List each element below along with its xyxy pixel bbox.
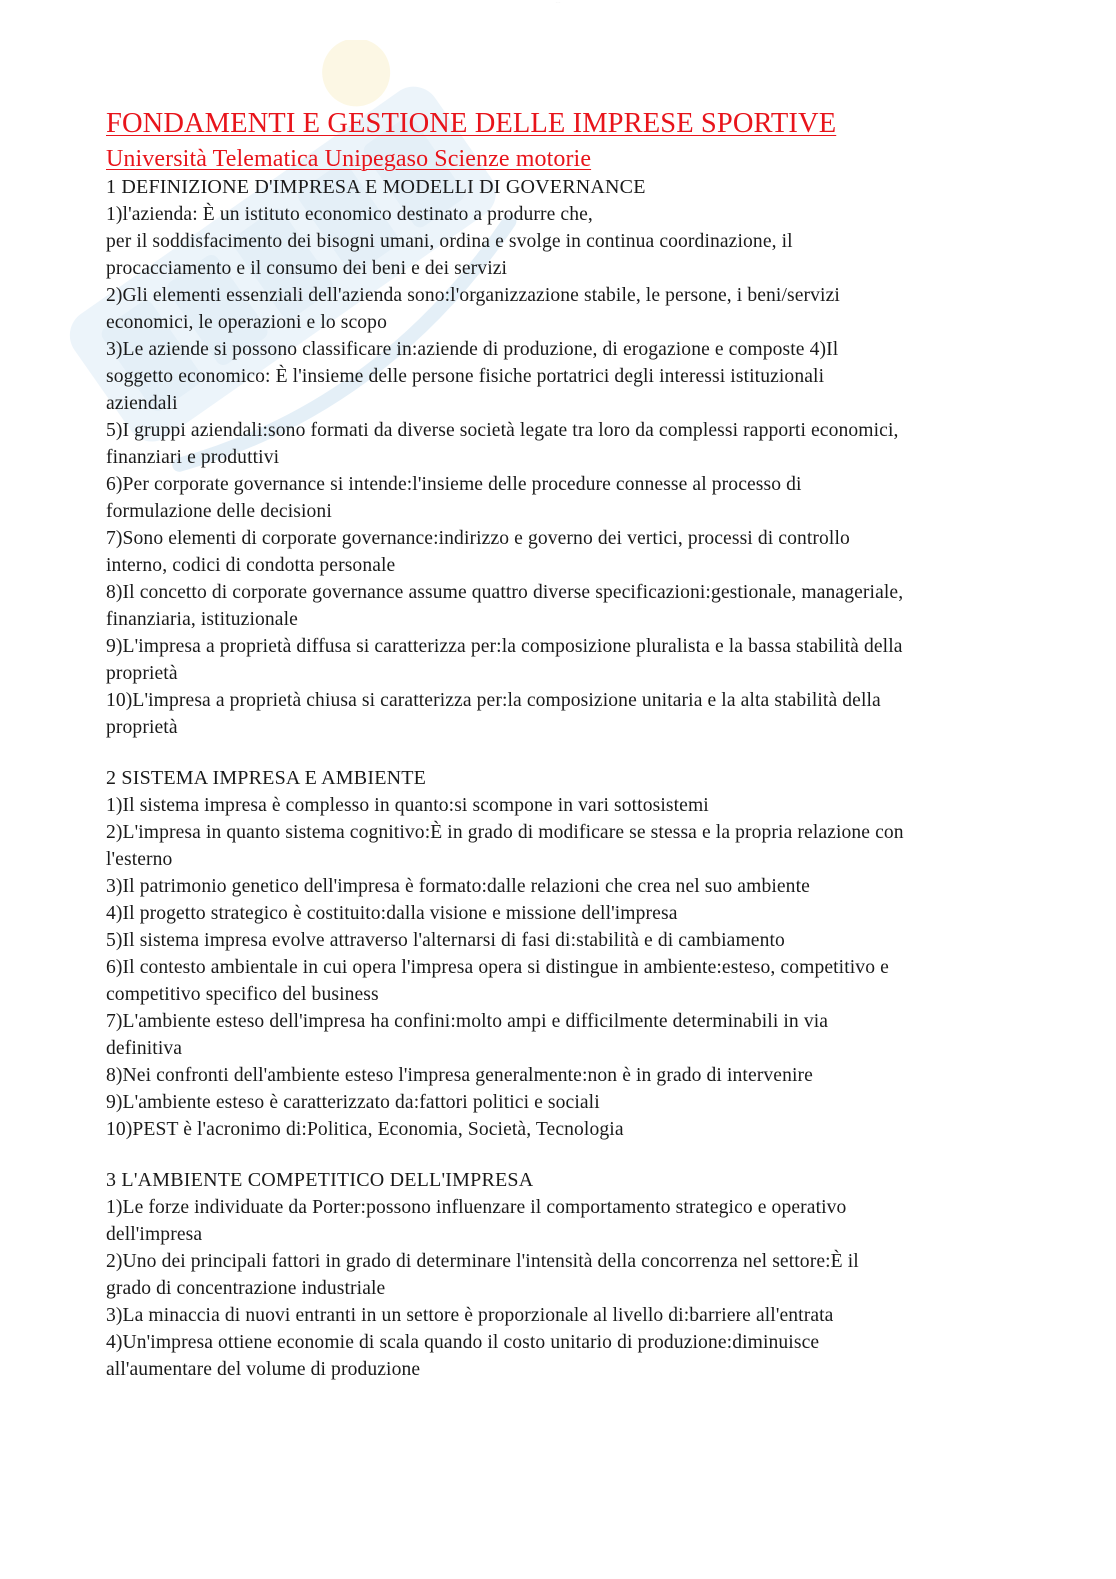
text-line: proprietà	[106, 717, 178, 738]
text-line: competitivo specifico del business	[106, 984, 379, 1005]
text-line: interno, codici di condotta personale	[106, 555, 396, 576]
text-line: 6)Il contesto ambientale in cui opera l'impresa opera si distingue in ambiente:esteso, competitivo e	[106, 957, 889, 978]
page-header-mark: · · ·	[555, 0, 561, 4]
text-line: 3)Le aziende si possono classificare in:aziende di produzione, di erogazione e composte 4)Il	[106, 339, 839, 360]
text-line: per il soddisfacimento dei bisogni umani, ordina e svolge in continua coordinazione, il	[106, 231, 793, 252]
text-line: 1)Il sistema impresa è complesso in quanto:si scompone in vari sottosistemi	[106, 795, 709, 816]
text-line: 2)Gli elementi essenziali dell'azienda sono:l'organizzazione stabile, le persone, i beni/servizi	[106, 285, 840, 306]
section-heading: 3 L'AMBIENTE COMPETITICO DELL'IMPRESA	[106, 1169, 534, 1191]
section-text	[106, 792, 1016, 1143]
section-heading: 2 SISTEMA IMPRESA E AMBIENTE	[106, 767, 427, 789]
text-line: all'aumentare del volume di produzione	[106, 1359, 421, 1380]
section-heading: 1 DEFINIZIONE D'IMPRESA E MODELLI DI GOVERNANCE	[106, 176, 646, 198]
text-line: aziendali	[106, 393, 178, 414]
text-line: soggetto economico: È l'insieme delle persone fisiche portatrici degli interessi istituzionali	[106, 366, 825, 387]
text-line: economici, le operazioni e lo scopo	[106, 312, 387, 333]
text-line: 3)La minaccia di nuovi entranti in un settore è proporzionale al livello di:barriere all'entrata	[106, 1305, 834, 1326]
text-line: 4)Un'impresa ottiene economie di scala quando il costo unitario di produzione:diminuisce	[106, 1332, 820, 1353]
text-line: procacciamento e il consumo dei beni e dei servizi	[106, 258, 508, 279]
text-line: 4)Il progetto strategico è costituito:dalla visione e missione dell'impresa	[106, 903, 678, 924]
section	[106, 1167, 1016, 1383]
text-line: 10)L'impresa a proprietà chiusa si caratterizza per:la composizione unitaria e la alta stabilità della	[106, 690, 881, 711]
document-subtitle: Università Telematica Unipegaso Scienze motorie	[106, 146, 592, 172]
text-line: 9)L'impresa a proprietà diffusa si caratterizza per:la composizione pluralista e la bassa stabilità della	[106, 636, 903, 657]
text-line: 7)L'ambiente esteso dell'impresa ha confini:molto ampi e difficilmente determinabili in via	[106, 1011, 829, 1032]
text-line: 6)Per corporate governance si intende:l'insieme delle procedure connesse al processo di	[106, 474, 802, 495]
text-line: definitiva	[106, 1038, 183, 1059]
text-line: 10)PEST è l'acronimo di:Politica, Economia, Società, Tecnologia	[106, 1119, 624, 1140]
text-line: 8)Il concetto di corporate governance assume quattro diverse specificazioni:gestionale, manageriale,	[106, 582, 904, 603]
text-line: proprietà	[106, 663, 178, 684]
text-line: 1)Le forze individuate da Porter:possono influenzare il comportamento strategico e operativo	[106, 1197, 847, 1218]
text-line: finanziari e produttivi	[106, 447, 280, 468]
section	[106, 765, 1016, 1143]
text-line: 5)Il sistema impresa evolve attraverso l'alternarsi di fasi di:stabilità e di cambiamento	[106, 930, 785, 951]
text-line: 2)Uno dei principali fattori in grado di determinare l'intensità della concorrenza nel settore:È il	[106, 1251, 859, 1272]
text-line: finanziaria, istituzionale	[106, 609, 298, 630]
sections-container	[106, 174, 1016, 1383]
text-line: 3)Il patrimonio genetico dell'impresa è formato:dalle relazioni che crea nel suo ambiente	[106, 876, 810, 897]
text-line: formulazione delle decisioni	[106, 501, 332, 522]
text-line: grado di concentrazione industriale	[106, 1278, 386, 1299]
section-text	[106, 1194, 1016, 1383]
text-line: 9)L'ambiente esteso è caratterizzato da:fattori politici e sociali	[106, 1092, 600, 1113]
text-line: dell'impresa	[106, 1224, 203, 1245]
text-line: 2)L'impresa in quanto sistema cognitivo:È in grado di modificare se stessa e la propria relazione con	[106, 822, 904, 843]
document-body	[106, 104, 1016, 1383]
text-line: 8)Nei confronti dell'ambiente esteso l'impresa generalmente:non è in grado di intervenire	[106, 1065, 813, 1086]
document-title: FONDAMENTI E GESTIONE DELLE IMPRESE SPORTIVE	[106, 108, 837, 139]
section-text	[106, 201, 1016, 741]
text-line: 7)Sono elementi di corporate governance:indirizzo e governo dei vertici, processi di controllo	[106, 528, 850, 549]
text-line: 1)l'azienda: È un istituto economico destinato a produrre che,	[106, 204, 593, 225]
text-line: 5)I gruppi aziendali:sono formati da diverse società legate tra loro da complessi rapporti economici,	[106, 420, 899, 441]
section	[106, 174, 1016, 741]
text-line: l'esterno	[106, 849, 173, 870]
